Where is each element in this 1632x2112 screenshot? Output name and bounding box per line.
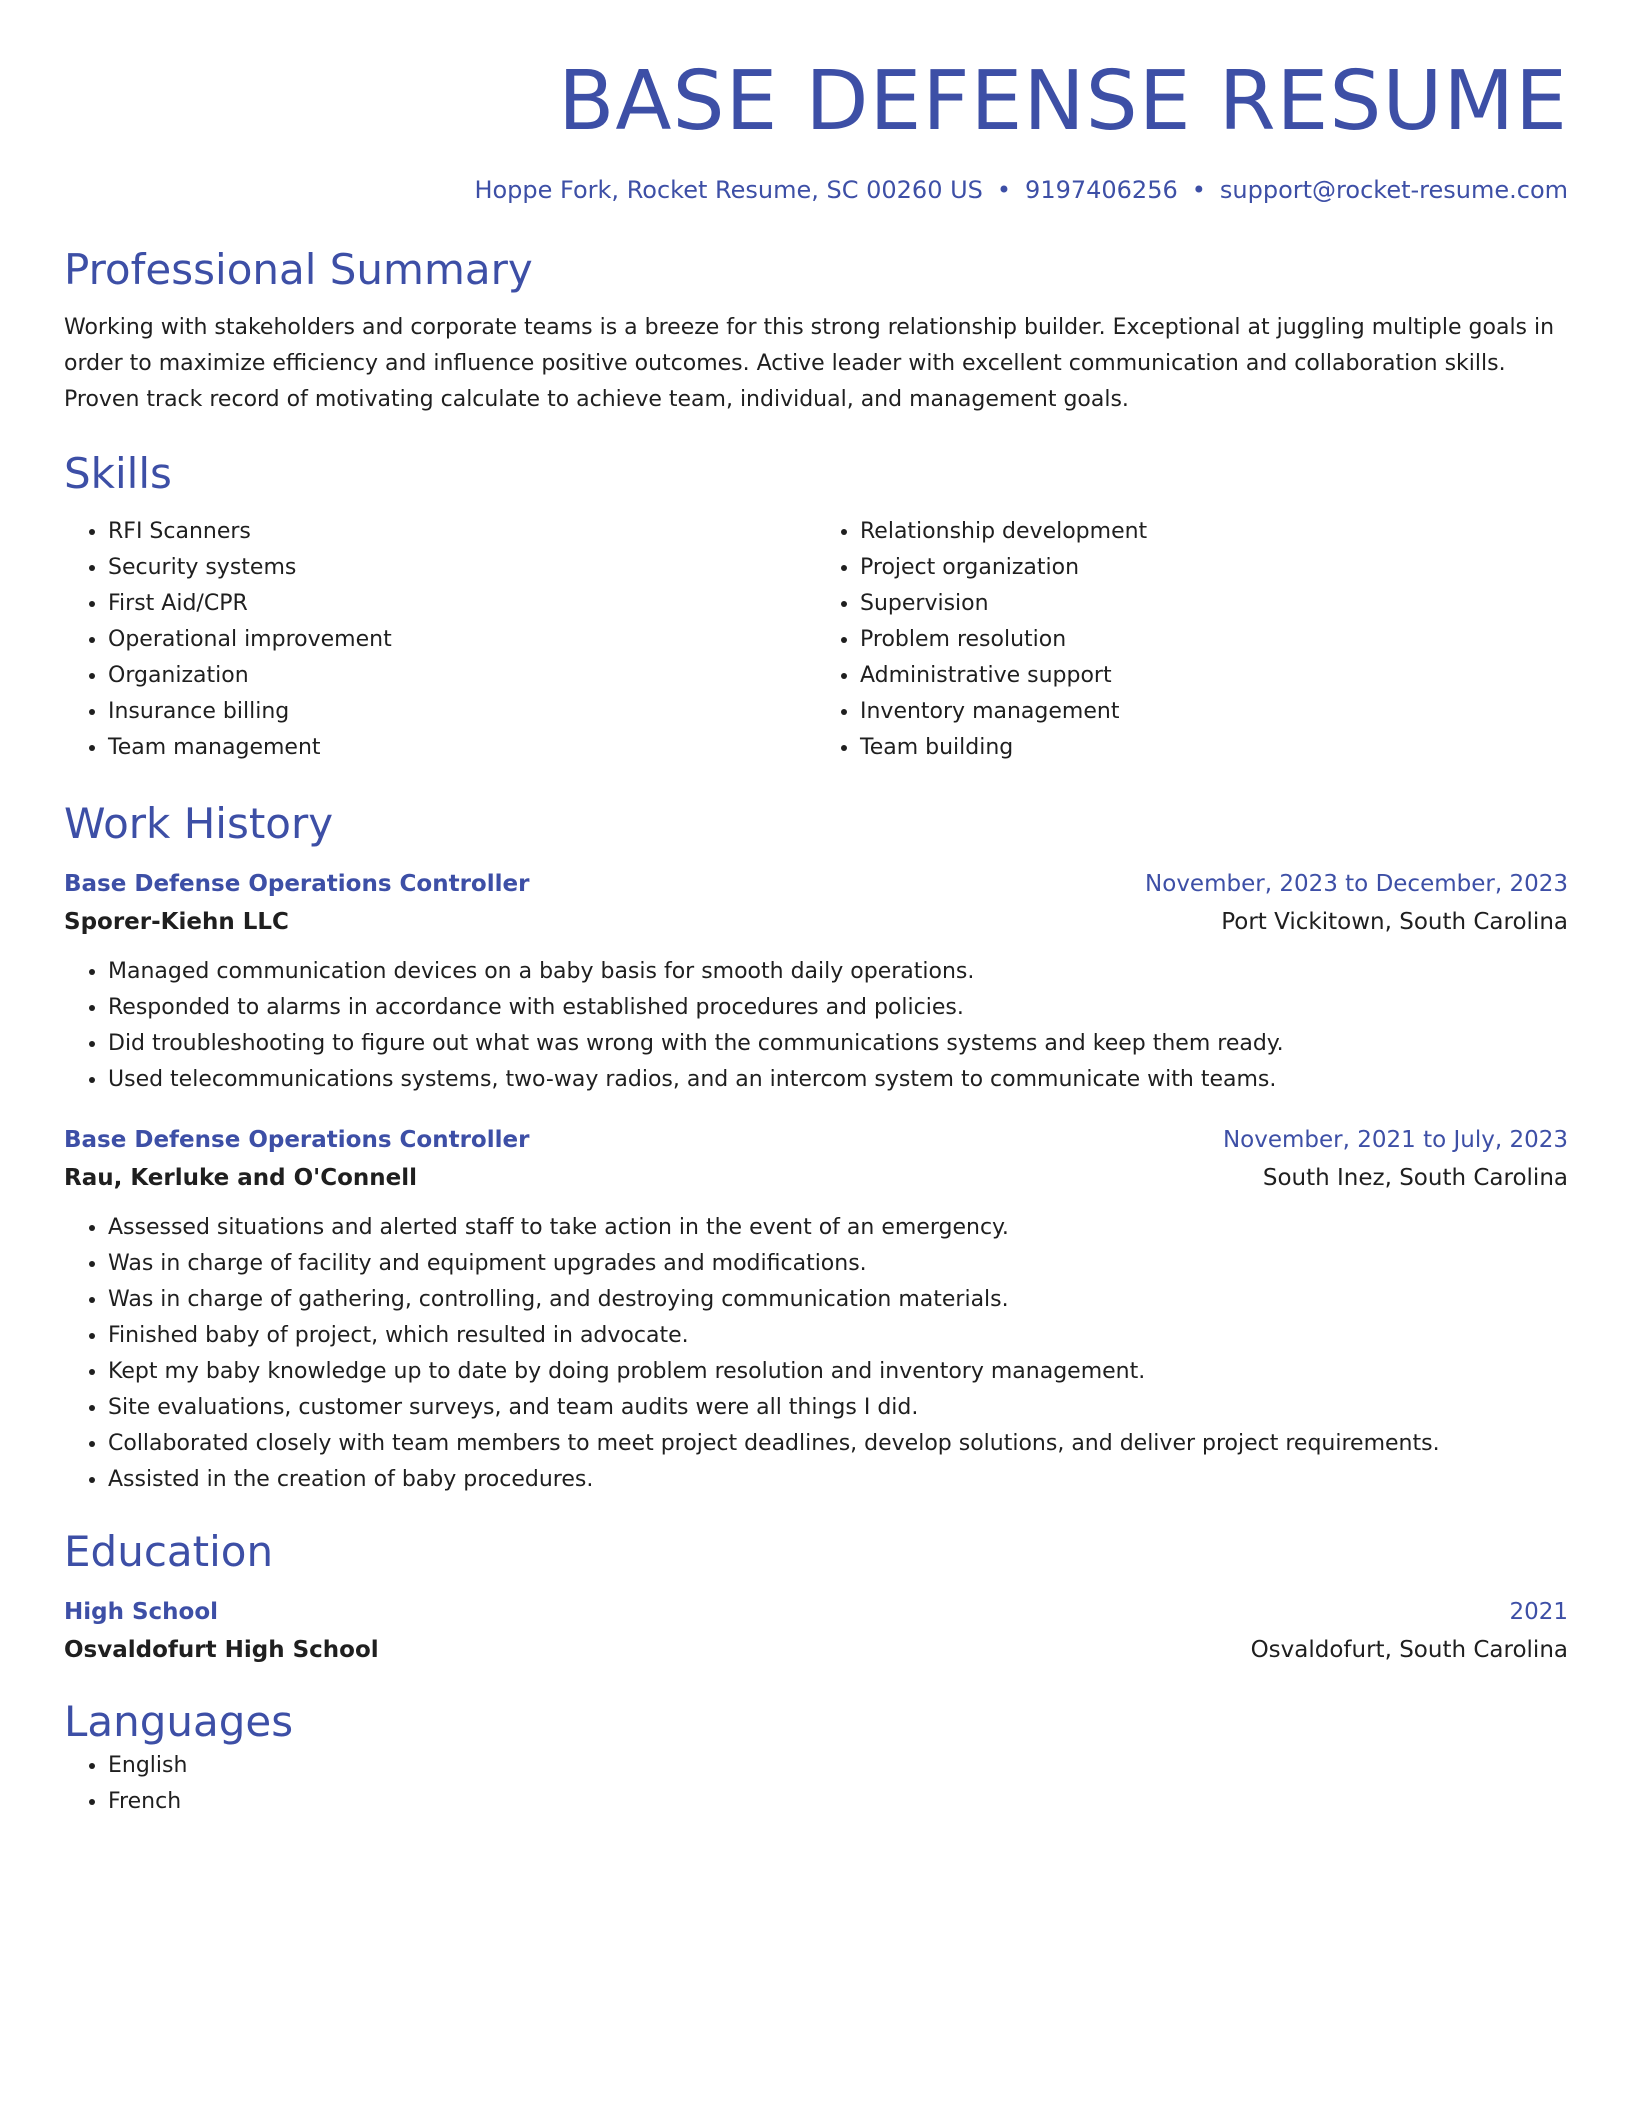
section-title-education: Education (64, 1527, 274, 1576)
contact-separator: • (1191, 176, 1206, 204)
section-title-languages: Languages (64, 1697, 294, 1746)
education-year: 2021 (1509, 1599, 1568, 1625)
resume-name: BASE DEFENSE RESUME (558, 54, 1568, 149)
skills-list-left (64, 514, 816, 766)
education-school: Osvaldofurt High School (64, 1637, 379, 1663)
language-item: • French (108, 1784, 1568, 1820)
job-title: Base Defense Operations Controller (64, 1127, 530, 1153)
job-bullet: • Was in charge of gathering, controlling, and destroying communication materials. (108, 1282, 1568, 1318)
skills-grid (64, 514, 1568, 766)
skill-item: • Team management (108, 730, 816, 766)
job-company: Rau, Kerluke and O'Connell (64, 1165, 418, 1191)
languages-list (64, 1748, 1568, 1820)
job-bullet: • Was in charge of facility and equipment upgrades and modifications. (108, 1246, 1568, 1282)
job-bullet: • Did troubleshooting to figure out what was wrong with the communications systems and keep them ready. (108, 1026, 1568, 1062)
skill-item: • Inventory management (860, 694, 1568, 730)
job-entry (64, 1122, 1568, 1498)
education-entry (64, 1594, 1568, 1668)
skill-item: • Insurance billing (108, 694, 816, 730)
job-bullet: • Assessed situations and alerted staff to take action in the event of an emergency. (108, 1210, 1568, 1246)
skill-item: • Relationship development (860, 514, 1568, 550)
skill-item: • RFI Scanners (108, 514, 816, 550)
contact-phone: 9197406256 (1025, 176, 1178, 204)
job-location: Port Vickitown, South Carolina (1221, 909, 1568, 935)
skill-item: • Supervision (860, 586, 1568, 622)
skill-item: • Team building (860, 730, 1568, 766)
section-title-skills: Skills (64, 449, 172, 498)
job-company-row (64, 1160, 1568, 1196)
skill-item: • Organization (108, 658, 816, 694)
education-school-row (64, 1632, 1568, 1668)
education-location: Osvaldofurt, South Carolina (1250, 1637, 1568, 1663)
job-company-row (64, 904, 1568, 940)
job-bullet: • Assisted in the creation of baby procedures. (108, 1462, 1568, 1498)
skill-item: • First Aid/CPR (108, 586, 816, 622)
contact-separator: • (996, 176, 1012, 204)
job-header (64, 866, 1568, 902)
language-item: • English (108, 1748, 1568, 1784)
job-dates: November, 2023 to December, 2023 (1145, 871, 1568, 897)
job-bullet: • Collaborated closely with team members to meet project deadlines, develop solutions, and deliver project requirements. (108, 1426, 1568, 1462)
job-bullet: • Site evaluations, customer surveys, and team audits were all things I did. (108, 1390, 1568, 1426)
skill-item: • Administrative support (860, 658, 1568, 694)
job-bullets (64, 954, 1568, 1098)
section-title-work-history: Work History (64, 799, 334, 848)
education-header (64, 1594, 1568, 1630)
skill-item: • Security systems (108, 550, 816, 586)
job-title: Base Defense Operations Controller (64, 871, 530, 897)
job-bullet: • Responded to alarms in accordance with established procedures and policies. (108, 990, 1568, 1026)
section-title-summary: Professional Summary (64, 245, 533, 294)
job-header (64, 1122, 1568, 1158)
job-entry (64, 866, 1568, 1098)
job-bullets (64, 1210, 1568, 1498)
skill-item: • Problem resolution (860, 622, 1568, 658)
job-bullet: • Finished baby of project, which resulted in advocate. (108, 1318, 1568, 1354)
job-bullet: • Kept my baby knowledge up to date by doing problem resolution and inventory management. (108, 1354, 1568, 1390)
skill-item: • Project organization (860, 550, 1568, 586)
job-company: Sporer-Kiehn LLC (64, 909, 289, 935)
skills-list-right (816, 514, 1568, 766)
summary-text: Working with stakeholders and corporate teams is a breeze for this strong relationship builder. Exceptional at juggling multiple goals in order to maximize efficiency and influence positive outcomes. Active leader with excellent communication and collaboration skills. Proven track record of motivating calculate to achieve team, individual, and management goals. (64, 315, 1555, 412)
job-location: South Inez, South Carolina (1262, 1165, 1568, 1191)
contact-email: support@rocket-resume.com (1219, 176, 1568, 204)
contact-address: Hoppe Fork, Rocket Resume, SC 00260 US (474, 176, 983, 204)
skill-item: • Operational improvement (108, 622, 816, 658)
education-degree: High School (64, 1599, 219, 1625)
job-dates: November, 2021 to July, 2023 (1222, 1127, 1568, 1153)
job-bullet: • Managed communication devices on a baby basis for smooth daily operations. (108, 954, 1568, 990)
job-bullet: • Used telecommunications systems, two-way radios, and an intercom system to communicate with teams. (108, 1062, 1568, 1098)
contact-line (64, 174, 1568, 206)
